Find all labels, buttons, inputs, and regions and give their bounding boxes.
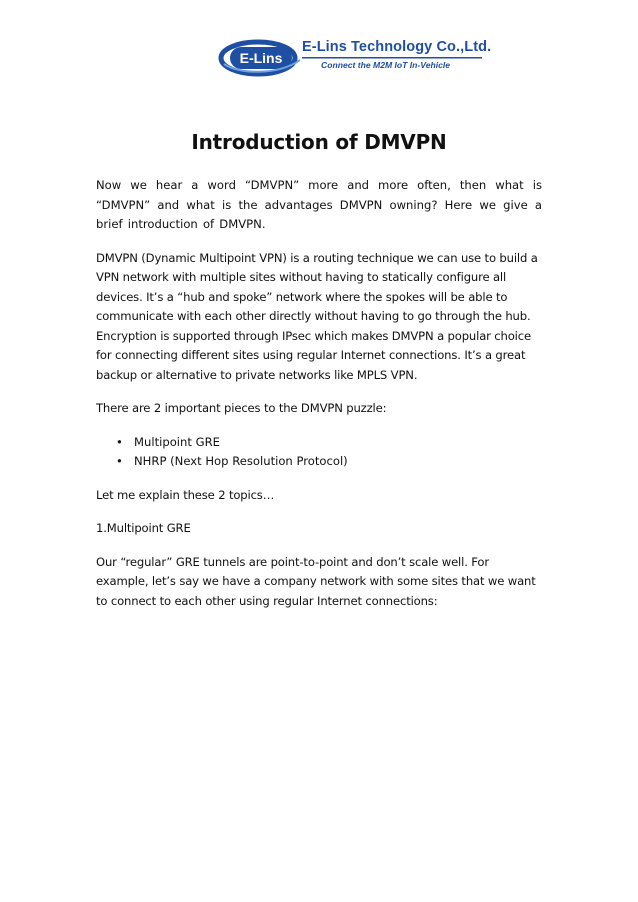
bullet-text: NHRP (Next Hop Resolution Protocol) xyxy=(134,454,348,468)
list-item xyxy=(96,452,542,472)
paragraph-intro: Now we hear a word “DMVPN” more and more often, then what is “DMVPN” and what is the advantages DMVPN owning? Here we give a brief introduction of DMVPN. xyxy=(96,178,542,231)
paragraph-pieces: There are 2 important pieces to the DMVPN puzzle: xyxy=(96,401,387,415)
bullet-icon: • xyxy=(116,454,123,468)
company-slogan: Connect the M2M IoT In-Vehicle xyxy=(321,60,451,70)
e-lins-logo-mark xyxy=(218,38,308,78)
company-name: E-Lins Technology Co.,Ltd. xyxy=(302,39,492,55)
paragraph-explain: Let me explain these 2 topics… xyxy=(96,487,275,502)
company-logo xyxy=(218,38,492,78)
document-title: Introduction of DMVPN xyxy=(191,130,447,154)
paragraph-gre-tunnels: Our “regular” GRE tunnels are point-to-point and don’t scale well. For example, let’s say we have a company network with some sites that we want to connect to each other using regular Internet connections: xyxy=(96,554,536,608)
bullet-icon: • xyxy=(116,434,123,449)
document-body xyxy=(96,176,542,625)
section-heading-multipoint-gre: 1.Multipoint GRE xyxy=(96,521,191,535)
paragraph-dmvpn-definition: DMVPN (Dynamic Multipoint VPN) is a routing technique we can use to build a VPN network with multiple sites without having to statically configure all devices. It’s a “hub and spoke” network where the spokes will be able to communicate with each other directly without having to go through the hub. Encryption is supported through IPsec which makes DMVPN a popular choice for connecting different sites using regular Internet connections. It’s a great backup or alternative to private networks like MPLS VPN. xyxy=(96,250,538,382)
bullet-text: Multipoint GRE xyxy=(134,434,220,449)
bullet-list xyxy=(96,433,542,472)
logo-mark-text: E-Lins xyxy=(239,50,283,66)
list-item xyxy=(96,433,542,453)
